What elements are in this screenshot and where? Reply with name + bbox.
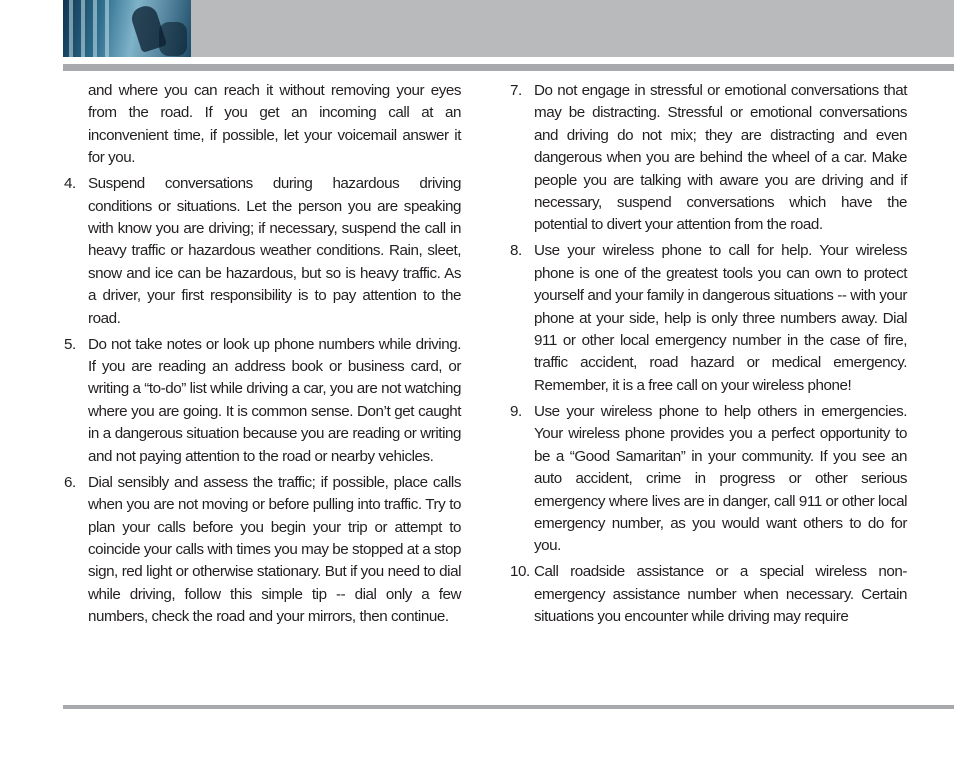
item-text: Suspend conversations during hazardous driving conditions or situations. Let the person you are speaking with know you are driving; if necessary, suspend the call in heavy traffic or hazardous weather conditions. Rain, sleet, snow and ice can be hazardous, but so is heavy traffic. As a driver, your first responsibility is to pay attention to the road. [88,175,461,327]
header-photo [63,0,191,57]
item-number: 5. [64,335,76,353]
item-text: Do not take notes or look up phone numbers while driving. If you are reading an address book or business card, or writing a “to-do” list while driving a car, you are not watching where you are going. It is common sense. Don’t get caught in a dangerous situation because you are reading or writing and not paying attention to the road or nearby vehicles. [88,335,462,465]
item-number: 9. [510,402,522,420]
right-column [510,80,907,632]
item-number: 10. [510,563,530,581]
list-item-4 [64,173,461,330]
item-number: 7. [510,82,522,99]
list-item-6 [64,472,461,629]
bottom-divider [63,705,954,709]
item-text: Do not engage in stressful or emotional conversations that may be distracting. Stressful or emotional conversations and driving do not mix; they are distracting and even dangerous when you are behind the wheel of a car. Make people you are talking with aware you are driving and if necessary, suspend conversations which have the potential to divert your attention from the road. [534,82,907,234]
header-band [63,0,954,57]
item-number: 8. [510,242,522,260]
item-text: Use your wireless phone to call for help. Your wireless phone is one of the greatest tools you can own to protect yourself and your family in dangerous situations -- with your phone at your side, help is only three numbers away. Dial 911 or other local emergency number in the case of fire, traffic accident, road hazard or medical emergency. Remember, it is a free call on your wireless phone! [534,242,907,394]
list-item-10 [510,561,907,628]
continuation-text: and where you can reach it without removing your eyes from the road. If you get an incoming call at an inconvenient time, if possible, let your voicemail answer it for you. [88,82,461,167]
list-item-7 [510,80,907,237]
item-text: Call roadside assistance or a special wireless non-emergency assistance number when necessary. Certain situations you encounter while driving may require [534,563,907,626]
list-item-9 [510,401,907,558]
item-text: Use your wireless phone to help others in emergencies. Your wireless phone provides you a perfect opportunity to be a “Good Samaritan” in your community. If you see an auto accident, crime in progress or other serious emergency where lives are in danger, call 911 or other local emergency number, as you would want others to do for you. [534,402,907,555]
list-item-5 [64,334,461,468]
list-item-8 [510,240,907,397]
item-number: 6. [64,473,76,491]
item-number: 4. [64,175,76,193]
continuation-paragraph [64,80,461,170]
item-text: Dial sensibly and assess the traffic; if possible, place calls when you are not moving or before pulling into traffic. Try to plan your calls before you begin your trip or attempt to coincide your calls with times you may be stopped at a stop sign, red light or otherwise stationary. But if you need to dial while driving, follow this simple tip -- dial only a few numbers, check the road and your mirrors, then continue. [88,473,461,626]
top-divider [63,64,954,71]
left-column [64,80,461,632]
